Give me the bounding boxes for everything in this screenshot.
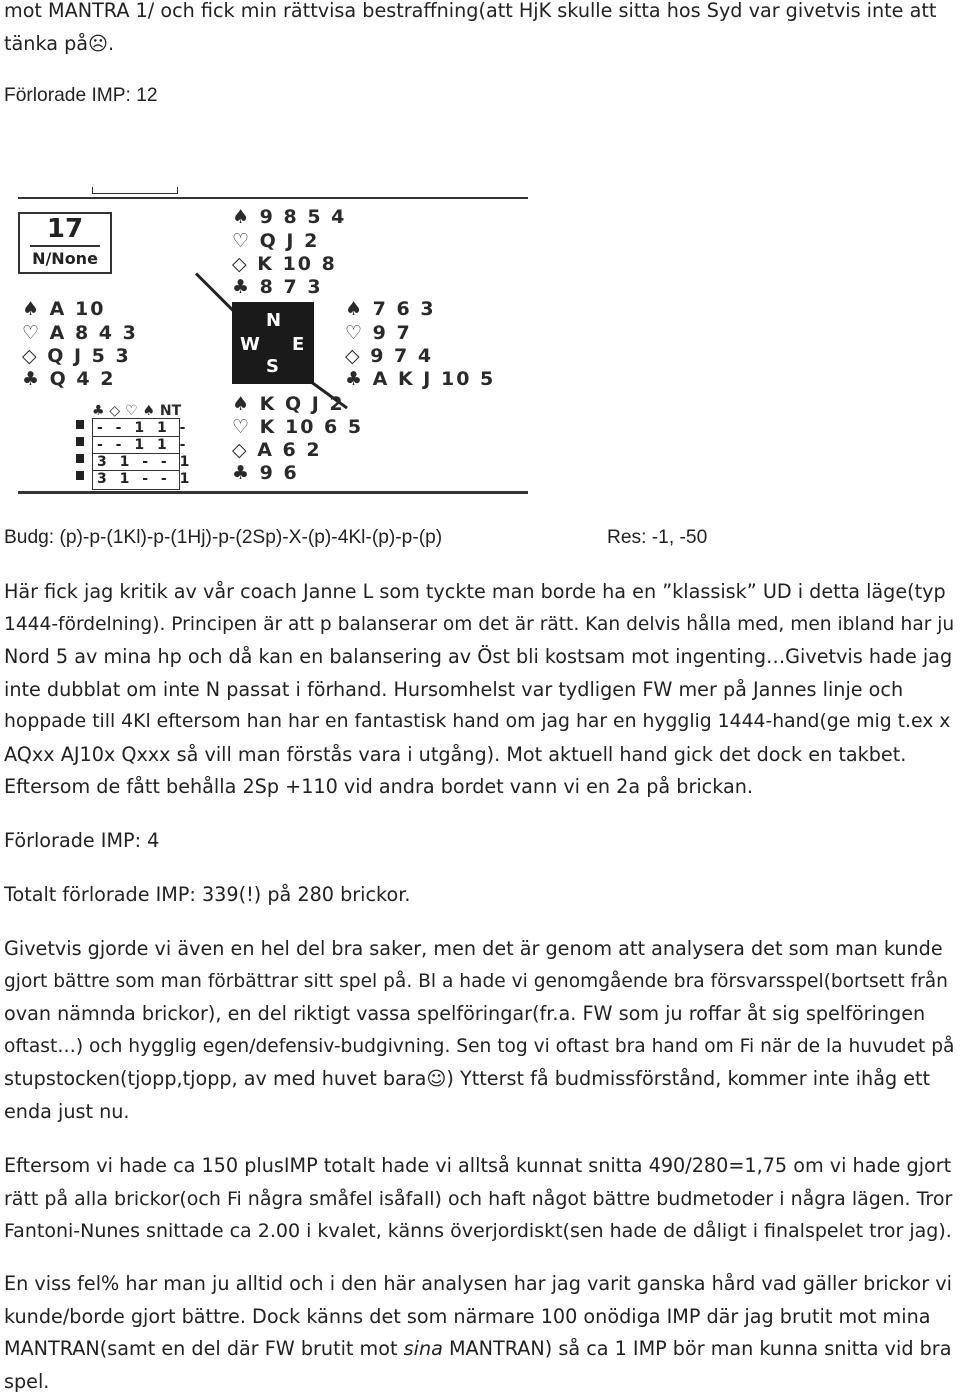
- text-line: mot MANTRA 1/ och fick min rättvisa bestraffning(att HjK skulle sitta hos Syd var givetvis inte att: [4, 0, 956, 28]
- marker: [76, 471, 84, 480]
- divider: [18, 491, 528, 494]
- west-clubs: ♣ Q 4 2: [22, 368, 115, 390]
- score-row: 3 1 - - 1: [97, 454, 193, 470]
- east-hearts: ♡ 9 7: [345, 322, 412, 344]
- compass-north: N: [266, 310, 281, 331]
- west-diamonds: ◇ Q J 5 3: [22, 345, 131, 367]
- text-line: 1444-fördelning). Principen är att p balanserar om det är rätt. Kan delvis hålla med, men ibland har ju: [4, 609, 956, 642]
- compass-south: S: [266, 356, 279, 377]
- text-line: hoppade till 4Kl eftersom han har en fantastisk hand om jag har en hygglig 1444-hand(ge mig t.ex x: [4, 706, 956, 739]
- east-diamonds: ◇ 9 7 4: [345, 345, 433, 367]
- south-spades: ♠ K Q J 2: [232, 393, 345, 415]
- total-lost-imp: Totalt förlorade IMP: 339(!) på 280 brickor.: [4, 879, 956, 912]
- text-line: Nord 5 av mina hp och då kan en balansering av Öst bli kostsam mot ingenting…Givetvis hade jag: [4, 641, 956, 674]
- text-line: kunde/borde gjort bättre. Dock känns det som närmare 100 onödiga IMP där jag brutit mot mina: [4, 1301, 956, 1334]
- south-hearts: ♡ K 10 6 5: [232, 416, 363, 438]
- text-line: stupstocken(tjopp,tjopp, av med huvet bara☺) Ytterst få budmissförstånd, kommer inte ihåg ett: [4, 1063, 956, 1096]
- marker: [76, 420, 84, 429]
- text-line: Eftersom vi hade ca 150 plusIMP totalt hade vi alltså kunnat snitta 490/280=1,75 om vi hade gjort: [4, 1150, 956, 1183]
- text-line: En viss fel% har man ju alltid och i den här analysen har jag varit ganska hård vad gäller brickor vi: [4, 1268, 956, 1301]
- east-spades: ♠ 7 6 3: [345, 298, 436, 320]
- north-spades: ♠ 9 8 5 4: [232, 206, 346, 228]
- compass-west: W: [240, 334, 260, 355]
- text-line: Eftersom de fått behålla 2Sp +110 vid andra bordet vann vi en 2a på brickan.: [4, 771, 956, 804]
- text-line: spel.: [4, 1366, 956, 1398]
- divider: [30, 245, 100, 247]
- north-hearts: ♡ Q J 2: [232, 230, 319, 252]
- marker: [76, 454, 84, 463]
- closing-paragraph: [4, 1268, 956, 1398]
- text-line: Fantoni-Nunes snittade ca 2.00 i kvalet, känns överjordiskt(sen hade de dåligt i finalspelet tror jag).: [4, 1215, 956, 1248]
- statistics-paragraph: [4, 1150, 956, 1248]
- board-number: 17: [20, 214, 110, 244]
- emphasis: sina: [404, 1337, 443, 1360]
- text-line: Här fick jag kritik av vår coach Janne L som tyckte man borde ha en ”klassisk” UD i detta läge(typ: [4, 576, 956, 609]
- bidding-sequence: Budg: (p)-p-(1Kl)-p-(1Hj)-p-(2Sp)-X-(p)-4Kl-(p)-p-(p): [4, 522, 956, 555]
- marker: [76, 437, 84, 446]
- bridge-deal-diagram: [0, 180, 540, 500]
- score-row: 3 1 - - 1: [97, 471, 193, 487]
- south-clubs: ♣ 9 6: [232, 462, 299, 484]
- score-row: - - 1 1 -: [97, 420, 189, 436]
- score-row: - - 1 1 -: [97, 437, 189, 453]
- compass-box: [232, 302, 314, 384]
- text-line: enda just nu.: [4, 1096, 956, 1129]
- west-hearts: ♡ A 8 4 3: [22, 322, 138, 344]
- dealer-vulnerability: N/None: [20, 249, 110, 268]
- score-row-markers: [76, 420, 86, 488]
- divider: [92, 187, 178, 194]
- text-line: Givetvis gjorde vi även en hel del bra saker, men det är genom att analysera det som man kunde: [4, 933, 956, 966]
- west-spades: ♠ A 10: [22, 298, 105, 320]
- text-line: [4, 1333, 956, 1366]
- text-line: ovan nämnda brickor), en del riktigt vassa spelföringar(fr.a. FW som ju roffar åt sig spelföringen: [4, 998, 956, 1031]
- analysis-paragraph: [4, 576, 956, 804]
- north-clubs: ♣ 8 7 3: [232, 276, 323, 298]
- text-segment: MANTRAN) så ca 1 IMP bör man kunna snitta vid bra: [443, 1337, 952, 1360]
- text-segment: MANTRAN(samt en del där FW brutit mot: [4, 1337, 404, 1360]
- lost-imp-4: Förlorade IMP: 4: [4, 825, 956, 858]
- compass-east: E: [292, 334, 304, 355]
- text-line: rätt på alla brickor(och Fi några småfel isåfall) och haft något bättre budmetoder i några lägen. Tror: [4, 1183, 956, 1216]
- south-diamonds: ◇ A 6 2: [232, 439, 322, 461]
- score-table-header: ♣ ◇ ♡ ♠ NT: [92, 400, 181, 422]
- text-line: AQxx AJ10x Qxxx så vill man förstås vara i utgång). Mot aktuell hand gick det dock en takbet.: [4, 739, 956, 772]
- summary-paragraph: [4, 933, 956, 1128]
- lost-imp-12: Förlorade IMP: 12: [4, 80, 956, 113]
- text-line: oftast…) och hygglig egen/defensiv-budgivning. Sen tog vi oftast bra hand om Fi när de la huvudet på: [4, 1031, 956, 1064]
- board-info-box: [18, 212, 112, 274]
- text-line: inte dubblat om inte N passat i förhand. Hursomhelst var tydligen FW mer på Jannes linje och: [4, 674, 956, 707]
- result: Res: -1, -50: [607, 522, 807, 555]
- table-stroke: [195, 272, 237, 314]
- text-line: gjort bättre som man förbättrar sitt spel på. Bl a hade vi genomgående bra försvarsspel(bortsett från: [4, 966, 956, 999]
- intro-paragraph: [4, 0, 956, 60]
- divider: [18, 197, 528, 199]
- text-line: tänka på☹.: [4, 28, 956, 61]
- north-diamonds: ◇ K 10 8: [232, 253, 337, 275]
- double-dummy-table: [92, 418, 180, 490]
- east-clubs: ♣ A K J 10 5: [345, 368, 495, 390]
